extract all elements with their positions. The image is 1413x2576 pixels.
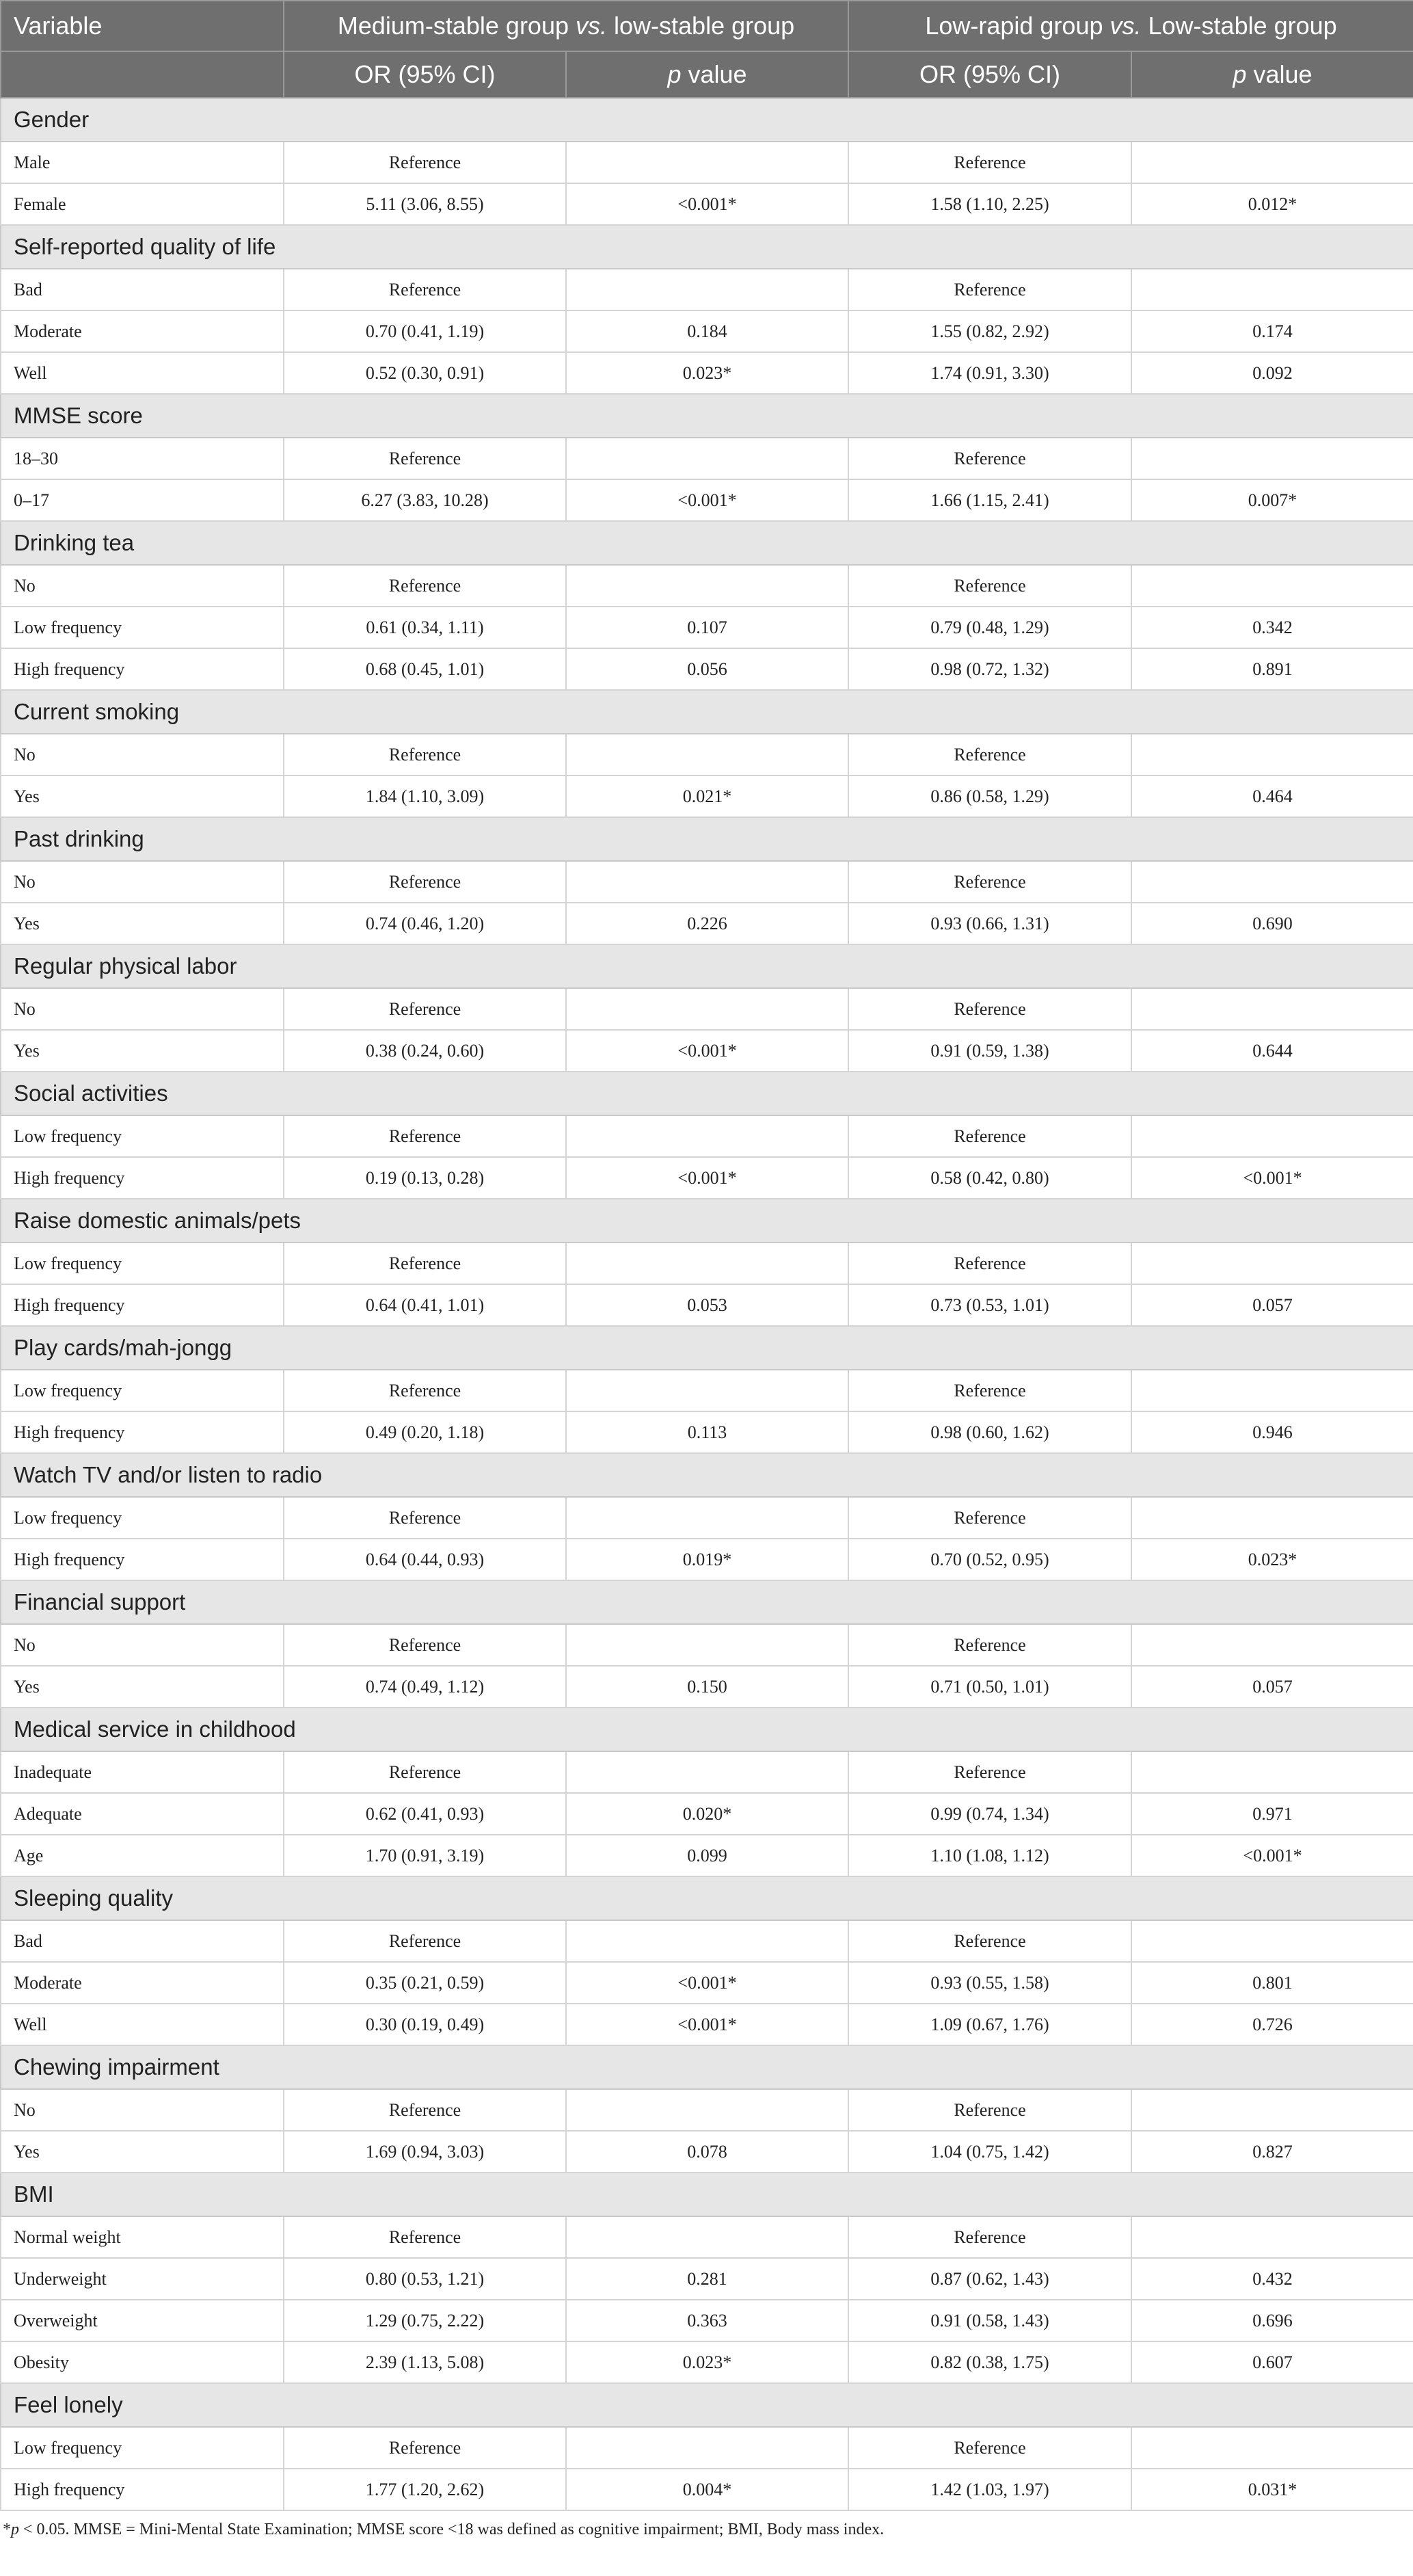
or-value-medium-stable: 0.61 (0.34, 1.11)	[284, 607, 566, 648]
p-value-low-rapid: 0.891	[1131, 648, 1413, 690]
or-value-low-rapid: Reference	[848, 2427, 1131, 2469]
or-value-low-rapid: 0.73 (0.53, 1.01)	[848, 1284, 1131, 1326]
category-label: Low frequency	[1, 1370, 284, 1411]
p-value-medium-stable: 0.020*	[566, 1793, 848, 1835]
or-value-low-rapid: 0.70 (0.52, 0.95)	[848, 1539, 1131, 1580]
p-value-low-rapid: 0.607	[1131, 2341, 1413, 2383]
p-value-medium-stable: 0.078	[566, 2131, 848, 2173]
p-value-low-rapid: <0.001*	[1131, 1157, 1413, 1199]
p-value-low-rapid	[1131, 2089, 1413, 2131]
category-label: High frequency	[1, 1157, 284, 1199]
p-value-medium-stable	[566, 2427, 848, 2469]
p-value-medium-stable: 0.023*	[566, 2341, 848, 2383]
p-value-low-rapid: 0.174	[1131, 310, 1413, 352]
or-value-low-rapid: 1.09 (0.67, 1.76)	[848, 2004, 1131, 2045]
or-value-medium-stable: Reference	[284, 438, 566, 479]
or-value-medium-stable: 0.80 (0.53, 1.21)	[284, 2258, 566, 2300]
variable-group-row	[1, 1453, 1413, 1497]
category-label: Underweight	[1, 2258, 284, 2300]
or-value-low-rapid: Reference	[848, 269, 1131, 310]
category-label: Yes	[1, 1030, 284, 1072]
table-row	[1, 1835, 1413, 1876]
or-value-medium-stable: 0.30 (0.19, 0.49)	[284, 2004, 566, 2045]
or-value-medium-stable: 6.27 (3.83, 10.28)	[284, 479, 566, 521]
p-value-medium-stable	[566, 1497, 848, 1539]
p-value-low-rapid: <0.001*	[1131, 1835, 1413, 1876]
or-value-medium-stable: 0.49 (0.20, 1.18)	[284, 1411, 566, 1453]
table-row	[1, 988, 1413, 1030]
variable-group-row	[1, 1708, 1413, 1751]
p-value-low-rapid: 0.690	[1131, 903, 1413, 944]
p-value-low-rapid	[1131, 438, 1413, 479]
p-value-low-rapid: 0.827	[1131, 2131, 1413, 2173]
table-row	[1, 2004, 1413, 2045]
or-value-low-rapid: 0.91 (0.58, 1.43)	[848, 2300, 1131, 2341]
p-value-low-rapid: 0.012*	[1131, 183, 1413, 225]
or-value-low-rapid: Reference	[848, 2089, 1131, 2131]
category-label: No	[1, 565, 284, 607]
variable-group-row	[1, 1580, 1413, 1624]
category-label: Yes	[1, 903, 284, 944]
table-row	[1, 2469, 1413, 2510]
or-value-medium-stable: 5.11 (3.06, 8.55)	[284, 183, 566, 225]
table-row	[1, 648, 1413, 690]
or-value-medium-stable: 0.19 (0.13, 0.28)	[284, 1157, 566, 1199]
p-value-low-rapid: 0.031*	[1131, 2469, 1413, 2510]
p-value-medium-stable: 0.363	[566, 2300, 848, 2341]
or-value-low-rapid: 1.74 (0.91, 3.30)	[848, 352, 1131, 394]
variable-group-name: Medical service in childhood	[1, 1708, 1413, 1751]
category-label: 0–17	[1, 479, 284, 521]
variable-group-name: Regular physical labor	[1, 944, 1413, 988]
p-value-medium-stable	[566, 1751, 848, 1793]
p-value-medium-stable: 0.184	[566, 310, 848, 352]
or-value-low-rapid: 0.93 (0.66, 1.31)	[848, 903, 1131, 944]
table-row	[1, 269, 1413, 310]
variable-group-name: Feel lonely	[1, 2383, 1413, 2427]
or-value-low-rapid: Reference	[848, 734, 1131, 775]
table-row	[1, 352, 1413, 394]
table-row	[1, 734, 1413, 775]
variable-group-row	[1, 944, 1413, 988]
table-row	[1, 565, 1413, 607]
or-value-low-rapid: 0.91 (0.59, 1.38)	[848, 1030, 1131, 1072]
or-value-medium-stable: Reference	[284, 1751, 566, 1793]
or-value-medium-stable: Reference	[284, 1497, 566, 1539]
or-value-medium-stable: 0.35 (0.21, 0.59)	[284, 1962, 566, 2004]
variable-group-row	[1, 2045, 1413, 2089]
category-label: No	[1, 2089, 284, 2131]
table-row	[1, 183, 1413, 225]
or-value-low-rapid: 1.66 (1.15, 2.41)	[848, 479, 1131, 521]
p-value-low-rapid: 0.801	[1131, 1962, 1413, 2004]
or-value-medium-stable: 1.29 (0.75, 2.22)	[284, 2300, 566, 2341]
p-value-low-rapid: 0.971	[1131, 1793, 1413, 1835]
header-row-2	[1, 51, 1413, 98]
p-value-medium-stable: <0.001*	[566, 183, 848, 225]
p-value-medium-stable	[566, 2216, 848, 2258]
category-label: Low frequency	[1, 1115, 284, 1157]
p-value-low-rapid	[1131, 2427, 1413, 2469]
or-header: OR (95% CI)	[284, 51, 566, 98]
p-value-low-rapid	[1131, 2216, 1413, 2258]
or-value-medium-stable: Reference	[284, 1370, 566, 1411]
p-value-medium-stable	[566, 1115, 848, 1157]
table-row	[1, 1115, 1413, 1157]
variable-group-row	[1, 225, 1413, 269]
table-row	[1, 2258, 1413, 2300]
variable-group-row	[1, 2173, 1413, 2216]
variable-group-row	[1, 817, 1413, 861]
or-value-low-rapid: Reference	[848, 988, 1131, 1030]
table-row	[1, 310, 1413, 352]
or-value-low-rapid: Reference	[848, 861, 1131, 903]
table-row	[1, 1962, 1413, 2004]
p-value-low-rapid	[1131, 861, 1413, 903]
or-value-low-rapid: Reference	[848, 1370, 1131, 1411]
table-row	[1, 1411, 1413, 1453]
category-label: Normal weight	[1, 2216, 284, 2258]
or-value-medium-stable: Reference	[284, 1115, 566, 1157]
category-label: Male	[1, 142, 284, 183]
or-value-low-rapid: 1.10 (1.08, 1.12)	[848, 1835, 1131, 1876]
or-value-medium-stable: Reference	[284, 734, 566, 775]
variable-group-row	[1, 1072, 1413, 1115]
variable-group-name: Sleeping quality	[1, 1876, 1413, 1920]
p-value-medium-stable	[566, 1920, 848, 1962]
or-value-low-rapid: Reference	[848, 1497, 1131, 1539]
category-label: Low frequency	[1, 2427, 284, 2469]
comparison-header-low-rapid: Low-rapid group vs. Low-stable group	[848, 1, 1413, 51]
table-row	[1, 775, 1413, 817]
table-row	[1, 1793, 1413, 1835]
or-value-medium-stable: Reference	[284, 2427, 566, 2469]
category-label: High frequency	[1, 1539, 284, 1580]
or-value-medium-stable: Reference	[284, 1624, 566, 1666]
p-value-low-rapid: 0.644	[1131, 1030, 1413, 1072]
category-label: Yes	[1, 2131, 284, 2173]
or-value-medium-stable: 0.70 (0.41, 1.19)	[284, 310, 566, 352]
table-row	[1, 861, 1413, 903]
p-value-low-rapid	[1131, 1243, 1413, 1284]
p-value-medium-stable: <0.001*	[566, 1157, 848, 1199]
p-value-medium-stable	[566, 438, 848, 479]
p-value-medium-stable: 0.023*	[566, 352, 848, 394]
p-value-medium-stable: 0.021*	[566, 775, 848, 817]
or-value-low-rapid: 1.04 (0.75, 1.42)	[848, 2131, 1131, 2173]
p-value-medium-stable	[566, 1624, 848, 1666]
or-value-medium-stable: Reference	[284, 269, 566, 310]
category-label: No	[1, 861, 284, 903]
variable-group-row	[1, 1326, 1413, 1370]
table-row	[1, 438, 1413, 479]
or-value-low-rapid: Reference	[848, 1751, 1131, 1793]
table-row	[1, 479, 1413, 521]
p-value-low-rapid	[1131, 988, 1413, 1030]
table-row	[1, 2427, 1413, 2469]
table-row	[1, 607, 1413, 648]
or-value-medium-stable: 0.52 (0.30, 0.91)	[284, 352, 566, 394]
p-value-medium-stable: 0.099	[566, 1835, 848, 1876]
or-value-medium-stable: 0.64 (0.44, 0.93)	[284, 1539, 566, 1580]
p-value-medium-stable: <0.001*	[566, 2004, 848, 2045]
or-value-low-rapid: 0.93 (0.55, 1.58)	[848, 1962, 1131, 2004]
category-label: High frequency	[1, 648, 284, 690]
variable-group-row	[1, 2383, 1413, 2427]
p-value-low-rapid	[1131, 1624, 1413, 1666]
table-row	[1, 2089, 1413, 2131]
table-body	[1, 98, 1413, 2510]
or-value-low-rapid: 0.86 (0.58, 1.29)	[848, 775, 1131, 817]
or-value-medium-stable: 0.64 (0.41, 1.01)	[284, 1284, 566, 1326]
category-label: No	[1, 988, 284, 1030]
variable-group-row	[1, 690, 1413, 734]
or-value-medium-stable: Reference	[284, 1920, 566, 1962]
or-value-medium-stable: 1.70 (0.91, 3.19)	[284, 1835, 566, 1876]
table-row	[1, 2341, 1413, 2383]
variable-group-name: Past drinking	[1, 817, 1413, 861]
or-value-low-rapid: 0.98 (0.60, 1.62)	[848, 1411, 1131, 1453]
or-value-medium-stable: 1.69 (0.94, 3.03)	[284, 2131, 566, 2173]
p-value-medium-stable: 0.019*	[566, 1539, 848, 1580]
or-value-low-rapid: 0.98 (0.72, 1.32)	[848, 648, 1131, 690]
variable-group-name: Current smoking	[1, 690, 1413, 734]
variable-group-name: Watch TV and/or listen to radio	[1, 1453, 1413, 1497]
table-row	[1, 1497, 1413, 1539]
comparison-header-medium-stable: Medium-stable group vs. low-stable group	[284, 1, 848, 51]
p-value-medium-stable	[566, 2089, 848, 2131]
category-label: Female	[1, 183, 284, 225]
table-row	[1, 2131, 1413, 2173]
table-row	[1, 1751, 1413, 1793]
category-label: No	[1, 1624, 284, 1666]
variable-group-row	[1, 1199, 1413, 1243]
variable-group-row	[1, 98, 1413, 142]
table-row	[1, 1243, 1413, 1284]
or-value-low-rapid: Reference	[848, 438, 1131, 479]
or-value-low-rapid: 0.82 (0.38, 1.75)	[848, 2341, 1131, 2383]
or-value-medium-stable: 0.68 (0.45, 1.01)	[284, 648, 566, 690]
category-label: No	[1, 734, 284, 775]
variable-group-row	[1, 1876, 1413, 1920]
category-label: Bad	[1, 269, 284, 310]
category-label: Well	[1, 2004, 284, 2045]
category-label: Age	[1, 1835, 284, 1876]
p-value-low-rapid	[1131, 734, 1413, 775]
table-row	[1, 903, 1413, 944]
or-value-low-rapid: 1.58 (1.10, 2.25)	[848, 183, 1131, 225]
p-value-medium-stable: <0.001*	[566, 1030, 848, 1072]
or-value-medium-stable: Reference	[284, 988, 566, 1030]
or-value-low-rapid: 0.71 (0.50, 1.01)	[848, 1666, 1131, 1708]
p-value-low-rapid	[1131, 565, 1413, 607]
category-label: Low frequency	[1, 1243, 284, 1284]
header-blank-cell	[1, 51, 284, 98]
category-label: Moderate	[1, 310, 284, 352]
table-row	[1, 1666, 1413, 1708]
p-value-low-rapid	[1131, 142, 1413, 183]
p-value-medium-stable: 0.226	[566, 903, 848, 944]
p-value-medium-stable: <0.001*	[566, 1962, 848, 2004]
table-row	[1, 142, 1413, 183]
or-value-medium-stable: 0.62 (0.41, 0.93)	[284, 1793, 566, 1835]
variable-header: Variable	[1, 1, 284, 51]
p-value-low-rapid	[1131, 1920, 1413, 1962]
category-label: High frequency	[1, 2469, 284, 2510]
p-value-medium-stable	[566, 1243, 848, 1284]
p-value-medium-stable: 0.107	[566, 607, 848, 648]
table-header	[1, 1, 1413, 98]
or-value-medium-stable: Reference	[284, 1243, 566, 1284]
category-label: High frequency	[1, 1284, 284, 1326]
p-value-low-rapid: 0.342	[1131, 607, 1413, 648]
or-value-medium-stable: Reference	[284, 861, 566, 903]
or-value-low-rapid: Reference	[848, 1243, 1131, 1284]
variable-group-name: MMSE score	[1, 394, 1413, 438]
table-row	[1, 2216, 1413, 2258]
or-value-low-rapid: Reference	[848, 565, 1131, 607]
or-value-low-rapid: 0.87 (0.62, 1.43)	[848, 2258, 1131, 2300]
p-value-medium-stable	[566, 988, 848, 1030]
header-row-1	[1, 1, 1413, 51]
variable-group-name: Financial support	[1, 1580, 1413, 1624]
category-label: Moderate	[1, 1962, 284, 2004]
p-value-low-rapid: 0.057	[1131, 1284, 1413, 1326]
or-value-low-rapid: Reference	[848, 142, 1131, 183]
or-value-medium-stable: Reference	[284, 142, 566, 183]
or-value-low-rapid: 0.79 (0.48, 1.29)	[848, 607, 1131, 648]
p-value-low-rapid	[1131, 1497, 1413, 1539]
category-label: Bad	[1, 1920, 284, 1962]
table-row	[1, 1539, 1413, 1580]
p-value-low-rapid: 0.007*	[1131, 479, 1413, 521]
category-label: Adequate	[1, 1793, 284, 1835]
category-label: Yes	[1, 1666, 284, 1708]
p-value-medium-stable: 0.053	[566, 1284, 848, 1326]
category-label: Well	[1, 352, 284, 394]
variable-group-name: Raise domestic animals/pets	[1, 1199, 1413, 1243]
p-value-medium-stable	[566, 861, 848, 903]
or-value-low-rapid: Reference	[848, 1920, 1131, 1962]
table-row	[1, 2300, 1413, 2341]
category-label: Obesity	[1, 2341, 284, 2383]
variable-group-name: Chewing impairment	[1, 2045, 1413, 2089]
or-value-medium-stable: 0.38 (0.24, 0.60)	[284, 1030, 566, 1072]
p-value-low-rapid: 0.946	[1131, 1411, 1413, 1453]
p-value-low-rapid	[1131, 1115, 1413, 1157]
or-value-low-rapid: Reference	[848, 1115, 1131, 1157]
table-row	[1, 1157, 1413, 1199]
table-row	[1, 1030, 1413, 1072]
variable-group-row	[1, 394, 1413, 438]
p-value-header: p value	[1131, 51, 1413, 98]
p-value-medium-stable: 0.056	[566, 648, 848, 690]
category-label: High frequency	[1, 1411, 284, 1453]
p-value-low-rapid: 0.057	[1131, 1666, 1413, 1708]
or-value-low-rapid: 1.55 (0.82, 2.92)	[848, 310, 1131, 352]
category-label: Inadequate	[1, 1751, 284, 1793]
p-value-low-rapid: 0.432	[1131, 2258, 1413, 2300]
or-value-medium-stable: 1.84 (1.10, 3.09)	[284, 775, 566, 817]
p-value-medium-stable: 0.281	[566, 2258, 848, 2300]
or-value-medium-stable: Reference	[284, 2089, 566, 2131]
table-row	[1, 1284, 1413, 1326]
variable-group-row	[1, 521, 1413, 565]
category-label: Low frequency	[1, 607, 284, 648]
or-value-medium-stable: 1.77 (1.20, 2.62)	[284, 2469, 566, 2510]
variable-group-name: Self-reported quality of life	[1, 225, 1413, 269]
or-value-medium-stable: Reference	[284, 565, 566, 607]
p-value-low-rapid: 0.023*	[1131, 1539, 1413, 1580]
or-header: OR (95% CI)	[848, 51, 1131, 98]
or-value-medium-stable: 0.74 (0.46, 1.20)	[284, 903, 566, 944]
or-value-medium-stable: 0.74 (0.49, 1.12)	[284, 1666, 566, 1708]
or-value-low-rapid: Reference	[848, 1624, 1131, 1666]
p-value-medium-stable	[566, 1370, 848, 1411]
variable-group-name: Social activities	[1, 1072, 1413, 1115]
table-row	[1, 1624, 1413, 1666]
p-value-medium-stable: 0.004*	[566, 2469, 848, 2510]
p-value-medium-stable	[566, 734, 848, 775]
category-label: Yes	[1, 775, 284, 817]
p-value-medium-stable: <0.001*	[566, 479, 848, 521]
p-value-low-rapid: 0.726	[1131, 2004, 1413, 2045]
or-value-medium-stable: Reference	[284, 2216, 566, 2258]
p-value-medium-stable	[566, 142, 848, 183]
p-value-low-rapid: 0.696	[1131, 2300, 1413, 2341]
category-label: Low frequency	[1, 1497, 284, 1539]
table-row	[1, 1920, 1413, 1962]
table-row	[1, 1370, 1413, 1411]
table-footnote: *p < 0.05. MMSE = Mini-Mental State Examination; MMSE score <18 was defined as cognitive impairment; BMI, Body mass index.	[3, 2521, 885, 2538]
p-value-low-rapid	[1131, 1370, 1413, 1411]
p-value-medium-stable: 0.113	[566, 1411, 848, 1453]
p-value-header: p value	[566, 51, 848, 98]
category-label: 18–30	[1, 438, 284, 479]
or-value-low-rapid: 0.58 (0.42, 0.80)	[848, 1157, 1131, 1199]
variable-group-name: BMI	[1, 2173, 1413, 2216]
or-value-low-rapid: 1.42 (1.03, 1.97)	[848, 2469, 1131, 2510]
p-value-medium-stable: 0.150	[566, 1666, 848, 1708]
variable-group-name: Drinking tea	[1, 521, 1413, 565]
or-value-medium-stable: 2.39 (1.13, 5.08)	[284, 2341, 566, 2383]
p-value-low-rapid: 0.092	[1131, 352, 1413, 394]
variable-group-name: Play cards/mah-jongg	[1, 1326, 1413, 1370]
or-value-low-rapid: 0.99 (0.74, 1.34)	[848, 1793, 1131, 1835]
p-value-low-rapid	[1131, 269, 1413, 310]
category-label: Overweight	[1, 2300, 284, 2341]
p-value-low-rapid: 0.464	[1131, 775, 1413, 817]
p-value-medium-stable	[566, 565, 848, 607]
variable-group-name: Gender	[1, 98, 1413, 142]
p-value-low-rapid	[1131, 1751, 1413, 1793]
p-value-medium-stable	[566, 269, 848, 310]
or-value-low-rapid: Reference	[848, 2216, 1131, 2258]
